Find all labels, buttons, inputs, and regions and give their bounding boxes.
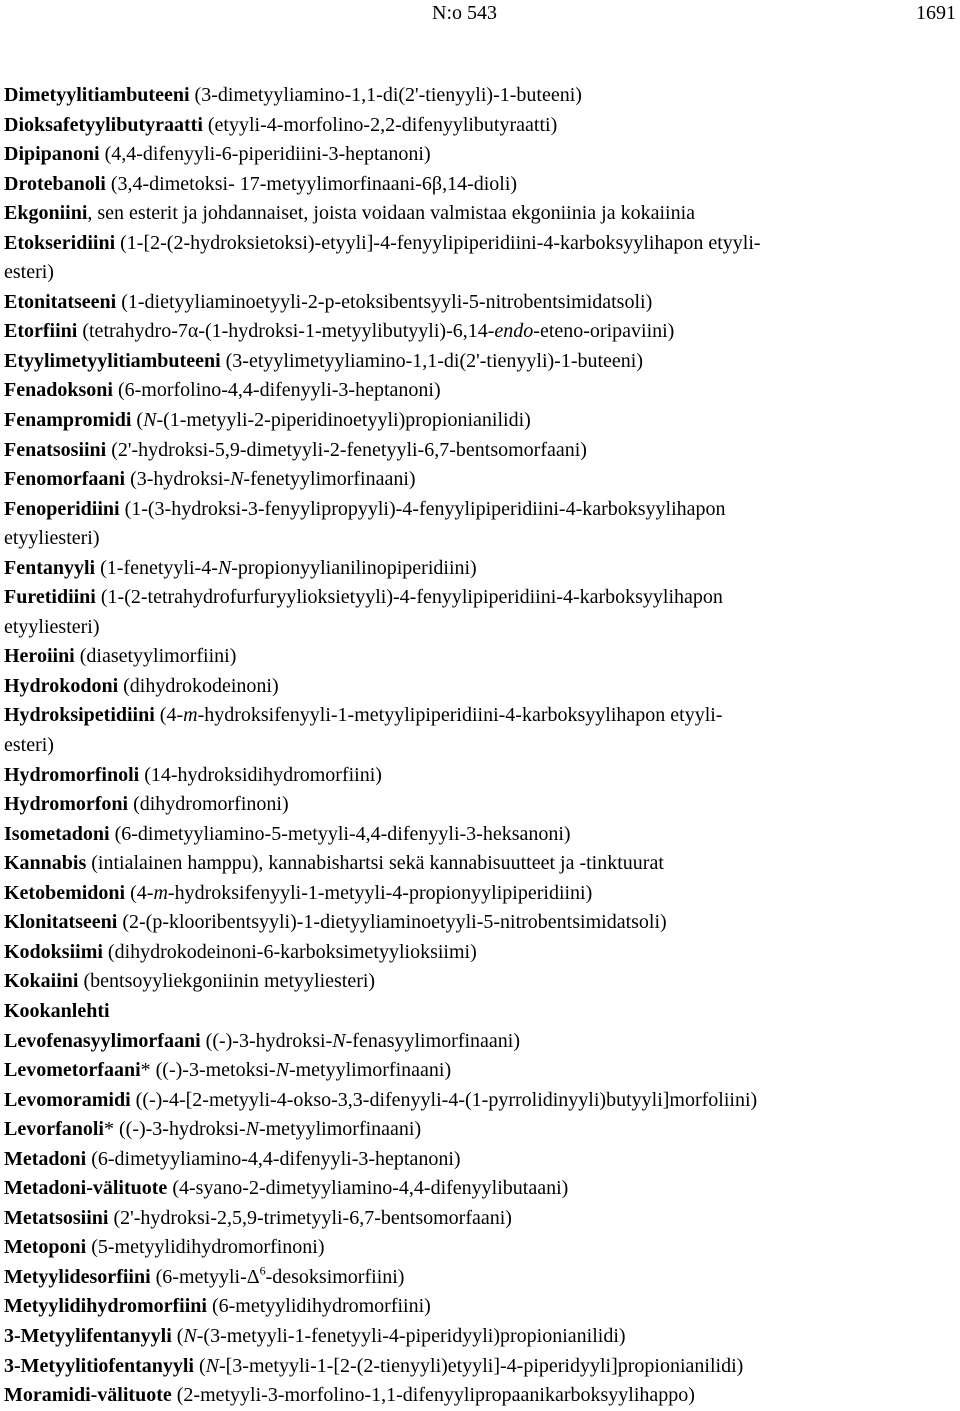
- substance-name: Fenomorfaani: [4, 468, 126, 491]
- substance-name: Fentanyyli: [4, 556, 96, 579]
- substance-description: (2-metyyli-3-morfolino-1,1-difenyylipropaanikarboksyylihappo): [171, 1384, 695, 1407]
- substance-name: Etokseridiini: [4, 231, 116, 254]
- statute-number: N:o 543: [432, 2, 497, 24]
- list-item: [4, 1027, 952, 1057]
- substance-description: (14-hydroksidihydromorfiini): [139, 763, 382, 786]
- list-item: [4, 997, 952, 1027]
- substance-description: endo: [494, 320, 534, 343]
- list-item: [4, 140, 952, 170]
- list-item: [4, 495, 952, 554]
- substance-description: -hydroksifenyyli-1-metyyli-4-propionyylipiperidiini): [167, 881, 593, 904]
- list-item: [4, 1292, 952, 1322]
- substance-description: (4,4-difenyyli-6-piperidiini-3-heptanoni): [99, 143, 431, 166]
- substance-description: ((-)-4-[2-metyyli-4-okso-3,3-difenyyli-4-(1-pyrrolidinyyli)butyyli]morfoliini): [130, 1088, 758, 1111]
- substance-name: Ekgoniini: [4, 202, 88, 225]
- list-item: [4, 908, 952, 938]
- substance-description: * ((-)-3-hydroksi-: [104, 1118, 246, 1141]
- substance-description: (3-etyylimetyyliamino-1,1-di(2'-tienyyli)-1-buteeni): [220, 349, 644, 372]
- substance-description: (4-syano-2-dimetyyliamino-4,4-difenyylibutaani): [167, 1177, 569, 1200]
- substance-description: N: [275, 1059, 289, 1082]
- substance-description: (1-dietyyliaminoetyyli-2-p-etoksibentsyyli-5-nitrobentsimidatsoli): [116, 290, 653, 313]
- substance-name: Hydromorfoni: [4, 793, 129, 816]
- substance-description: -propionyylianilinopiperidiini): [231, 556, 477, 579]
- substance-description: (6-metyylidihydromorfiini): [206, 1295, 431, 1318]
- substance-name: Fenoperidiini: [4, 497, 120, 520]
- list-item: [4, 938, 952, 968]
- substance-description: (etyyli-4-morfolino-2,2-difenyylibutyraatti): [202, 113, 558, 136]
- list-item: [4, 406, 952, 436]
- substance-name: Levometorfaani: [4, 1059, 141, 1082]
- substance-description: esteri): [4, 734, 54, 757]
- substance-name: Isometadoni: [4, 822, 110, 845]
- substance-name: 3-Metyylitiofentanyyli: [4, 1354, 194, 1377]
- substance-name: Levomoramidi: [4, 1088, 131, 1111]
- substance-description: esteri): [4, 261, 54, 284]
- substance-description: (6-metyyli-Δ: [150, 1265, 260, 1288]
- substance-description: (1-fenetyyli-4-: [95, 556, 218, 579]
- substance-name: Metoponi: [4, 1236, 87, 1259]
- substance-description: (4-: [125, 881, 154, 904]
- list-item: [4, 81, 952, 111]
- substance-name: Heroiini: [4, 645, 75, 668]
- substance-name: Metyylidihydromorfiini: [4, 1295, 207, 1318]
- substance-name: Hydrokodoni: [4, 674, 119, 697]
- list-item: [4, 1174, 952, 1204]
- substance-description: ((-)-3-hydroksi-: [200, 1029, 333, 1052]
- substance-description: (intialainen hamppu), kannabishartsi sekä kannabisuutteet ja -tinktuurat: [86, 852, 664, 875]
- list-item: [4, 1145, 952, 1175]
- list-item: [4, 642, 952, 672]
- substance-description: -[3-metyyli-1-[2-(2-tienyyli)etyyli]-4-piperidyyli]propionianilidi): [218, 1354, 744, 1377]
- page-header: [0, 0, 960, 30]
- substance-description: N: [143, 409, 157, 432]
- list-item: [4, 554, 952, 584]
- substance-name: Furetidiini: [4, 586, 96, 609]
- list-item: [4, 583, 952, 642]
- substance-description: (3,4-dimetoksi- 17-metyylimorfinaani-6β,14-dioli): [105, 172, 518, 195]
- substance-description: N: [230, 468, 244, 491]
- substance-description: -metyylimorfinaani): [288, 1059, 452, 1082]
- substance-description: (2-(p-klooribentsyyli)-1-dietyyliaminoetyyli-5-nitrobentsimidatsoli): [117, 911, 667, 934]
- substance-description: (3-hydroksi-: [125, 468, 231, 491]
- list-item: [4, 436, 952, 466]
- list-item: [4, 1352, 952, 1382]
- list-item: [4, 879, 952, 909]
- substance-description: etyyliesteri): [4, 527, 100, 550]
- substance-name: Etorfiini: [4, 320, 78, 343]
- substance-name: Metyylidesorfiini: [4, 1265, 151, 1288]
- substance-description: N: [332, 1029, 346, 1052]
- substance-name: Hydromorfinoli: [4, 763, 140, 786]
- list-item: [4, 1056, 952, 1086]
- list-item: [4, 1086, 952, 1116]
- list-item: [4, 1263, 952, 1293]
- list-item: [4, 672, 952, 702]
- substance-description: (dihydromorfinoni): [128, 793, 289, 816]
- substance-description: etyyliesteri): [4, 615, 100, 638]
- substance-description: (dihydrokodeinoni-6-karboksimetyylioksiimi): [102, 940, 477, 963]
- substance-description: (6-morfolino-4,4-difenyyli-3-heptanoni): [112, 379, 441, 402]
- substance-description: m: [183, 704, 198, 727]
- substance-name: Metatsosiini: [4, 1206, 109, 1229]
- list-item: [4, 820, 952, 850]
- substance-description: (bentsoyyliekgoniinin metyyliesteri): [78, 970, 376, 993]
- substance-description: (5-metyylidihydromorfinoni): [86, 1236, 325, 1259]
- substance-description: -desoksimorfiini): [265, 1265, 405, 1288]
- substance-name: Levorfanoli: [4, 1118, 104, 1141]
- list-item: [4, 347, 952, 377]
- substance-description: (3-dimetyyliamino-1,1-di(2'-tienyyli)-1-buteeni): [189, 84, 582, 106]
- substance-name: Kookanlehti: [4, 999, 110, 1022]
- substance-description: (: [131, 409, 144, 432]
- substance-name: 3-Metyylifentanyyli: [4, 1324, 172, 1347]
- substance-name: Moramidi-välituote: [4, 1384, 172, 1407]
- list-item: [4, 376, 952, 406]
- substance-description: * ((-)-3-metoksi-: [140, 1059, 276, 1082]
- substance-name: Metadoni-välituote: [4, 1177, 168, 1200]
- substance-name: Dimetyylitiambuteeni: [4, 84, 190, 106]
- substance-description: (6-dimetyyliamino-4,4-difenyyli-3-heptanoni): [86, 1147, 461, 1170]
- substance-description: -eteno-oripaviini): [533, 320, 675, 343]
- substance-description: , sen esterit ja johdannaiset, joista voidaan valmistaa ekgoniinia ja kokaiinia: [87, 202, 695, 225]
- substance-description: 6: [259, 1263, 266, 1278]
- list-item: [4, 229, 952, 288]
- substance-description: (4-: [154, 704, 184, 727]
- list-item: [4, 849, 952, 879]
- list-item: [4, 967, 952, 997]
- list-item: [4, 1233, 952, 1263]
- substance-description: (1-(2-tetrahydrofurfuryylioksietyyli)-4-fenyylipiperidiini-4-karboksyylihapon: [95, 586, 723, 609]
- substance-description: (2'-hydroksi-2,5,9-trimetyyli-6,7-bentsomorfaani): [108, 1206, 512, 1229]
- substance-description: -(3-metyyli-1-fenetyyli-4-piperidyyli)propionianilidi): [196, 1324, 626, 1347]
- list-item: [4, 1204, 952, 1234]
- substance-description: N: [217, 556, 232, 579]
- list-item: [4, 1115, 952, 1145]
- substance-description: -(1-metyyli-2-piperidinoetyyli)propionianilidi): [156, 409, 531, 432]
- list-item: [4, 790, 952, 820]
- substance-description: m: [153, 881, 168, 904]
- substance-description: N: [183, 1324, 197, 1347]
- substance-description: -metyylimorfinaani): [258, 1118, 422, 1141]
- substance-description: (tetrahydro-7α-(1-hydroksi-1-metyylibutyyli)-6,14-: [77, 320, 495, 343]
- substance-name: Kokaiini: [4, 970, 79, 993]
- substance-name: Dioksafetyylibutyraatti: [4, 113, 203, 136]
- substance-description: (1-(3-hydroksi-3-fenyylipropyyli)-4-fenyylipiperidiini-4-karboksyylihapon: [119, 497, 726, 520]
- list-item: [4, 1322, 952, 1352]
- substance-description: (dihydrokodeinoni): [118, 674, 279, 697]
- substance-description: (6-dimetyyliamino-5-metyyli-4,4-difenyyli-3-heksanoni): [109, 822, 571, 845]
- substance-name: Dipipanoni: [4, 143, 100, 166]
- substance-list: [4, 81, 952, 1411]
- list-item: [4, 761, 952, 791]
- list-item: [4, 288, 952, 318]
- substance-name: Fenampromidi: [4, 409, 132, 432]
- substance-description: (: [171, 1324, 184, 1347]
- substance-name: Levofenasyylimorfaani: [4, 1029, 201, 1052]
- substance-name: Drotebanoli: [4, 172, 106, 195]
- list-item: [4, 465, 952, 495]
- substance-description: -hydroksifenyyli-1-metyylipiperidiini-4-karboksyylihapon etyyli-: [197, 704, 723, 727]
- list-item: [4, 199, 952, 229]
- substance-description: (diasetyylimorfiini): [74, 645, 237, 668]
- substance-name: Fenatsosiini: [4, 438, 107, 461]
- page-number: 1691: [916, 2, 956, 24]
- substance-name: Klonitatseeni: [4, 911, 118, 934]
- substance-description: -fenasyylimorfinaani): [345, 1029, 520, 1052]
- substance-name: Fenadoksoni: [4, 379, 113, 402]
- substance-name: Hydroksipetidiini: [4, 704, 155, 727]
- substance-name: Kannabis: [4, 852, 87, 875]
- list-item: [4, 111, 952, 141]
- substance-description: -fenetyylimorfinaani): [243, 468, 416, 491]
- substance-name: Metadoni: [4, 1147, 87, 1170]
- substance-name: Etyylimetyylitiambuteeni: [4, 349, 221, 372]
- substance-description: (: [193, 1354, 206, 1377]
- list-item: [4, 701, 952, 760]
- substance-name: Kodoksiimi: [4, 940, 103, 963]
- substance-name: Etonitatseeni: [4, 290, 117, 313]
- list-item: [4, 1381, 952, 1411]
- substance-name: Ketobemidoni: [4, 881, 126, 904]
- substance-description: (2'-hydroksi-5,9-dimetyyli-2-fenetyyli-6,7-bentsomorfaani): [106, 438, 587, 461]
- substance-description: N: [205, 1354, 219, 1377]
- substance-description: (1-[2-(2-hydroksietoksi)-etyyli]-4-fenyylipiperidiini-4-karboksyylihapon etyyli-: [115, 231, 761, 254]
- list-item: [4, 170, 952, 200]
- substance-description: N: [245, 1118, 259, 1141]
- list-item: [4, 317, 952, 347]
